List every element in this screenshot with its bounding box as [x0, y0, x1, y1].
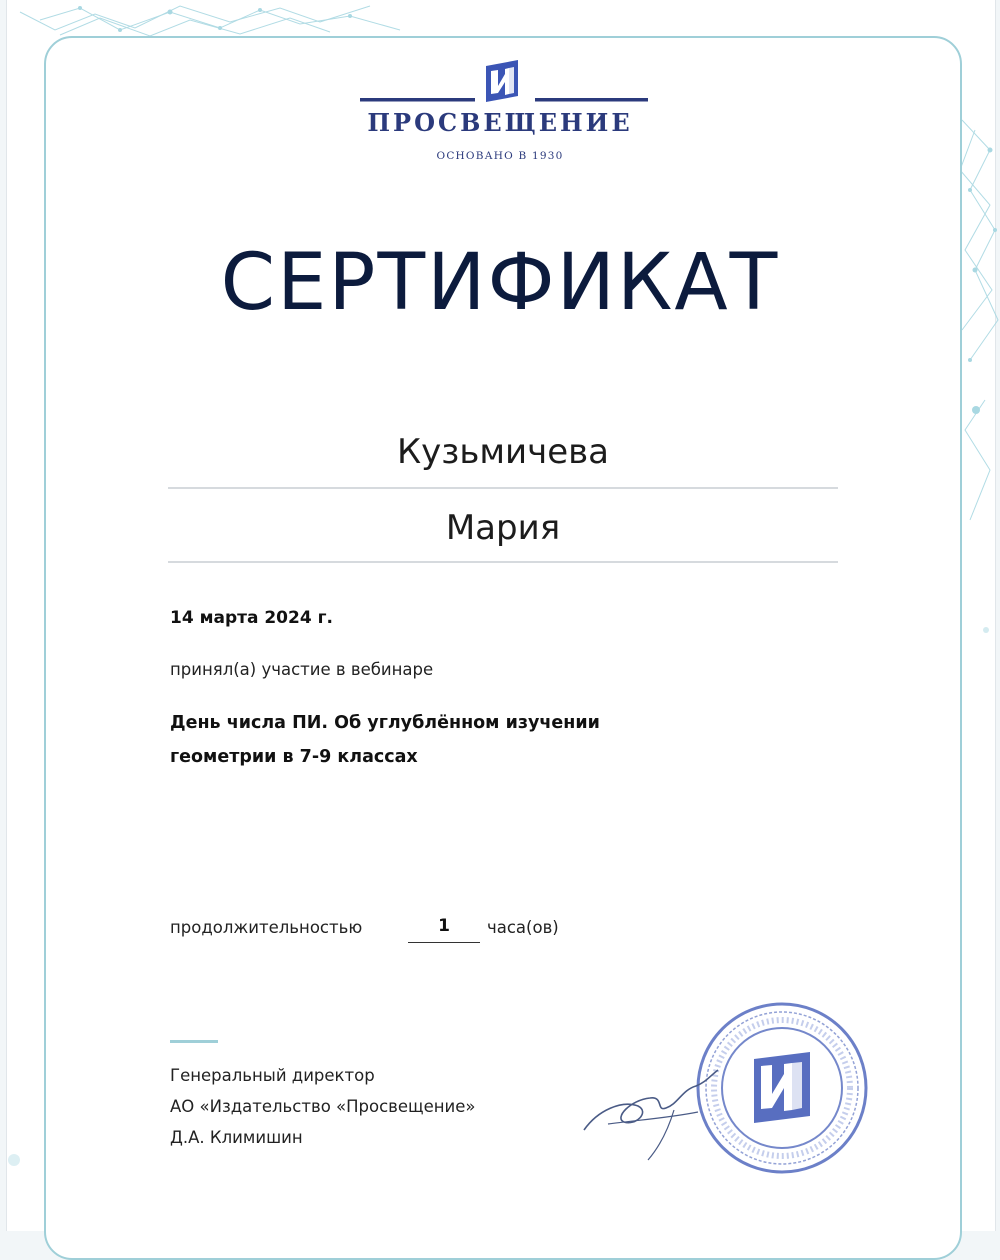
surname-rule: [168, 487, 838, 489]
duration-label: продолжительностью: [170, 918, 363, 937]
duration-unit: часа(ов): [487, 918, 559, 937]
given-name-rule: [168, 561, 838, 563]
webinar-title-line-1: День числа ПИ. Об углублённом изучении: [170, 713, 600, 733]
duration-value: 1: [408, 916, 480, 943]
webinar-title: [170, 706, 820, 774]
accent-bar: [170, 1040, 218, 1043]
event-date: 14 марта 2024 г.: [170, 608, 333, 628]
signatory-organization: АО «Издательство «Просвещение»: [170, 1097, 476, 1116]
recipient-surname: Кузьмичева: [396, 432, 609, 472]
webinar-title-line-2: геометрии в 7-9 классах: [170, 747, 418, 767]
brand-name: ПРОСВЕЩЕНИЕ: [367, 108, 633, 137]
handwritten-signature-icon: [578, 1060, 748, 1170]
signatory-position: Генеральный директор: [170, 1066, 375, 1085]
certificate-title: СЕРТИФИКАТ: [220, 238, 780, 328]
participation-text: принял(а) участие в вебинаре: [170, 660, 434, 679]
brand-founded: ОСНОВАНО В 1930: [436, 150, 564, 162]
signatory-block: [170, 1060, 476, 1153]
signatory-name: Д.А. Климишин: [170, 1128, 303, 1147]
recipient-given-name: Мария: [445, 508, 561, 548]
